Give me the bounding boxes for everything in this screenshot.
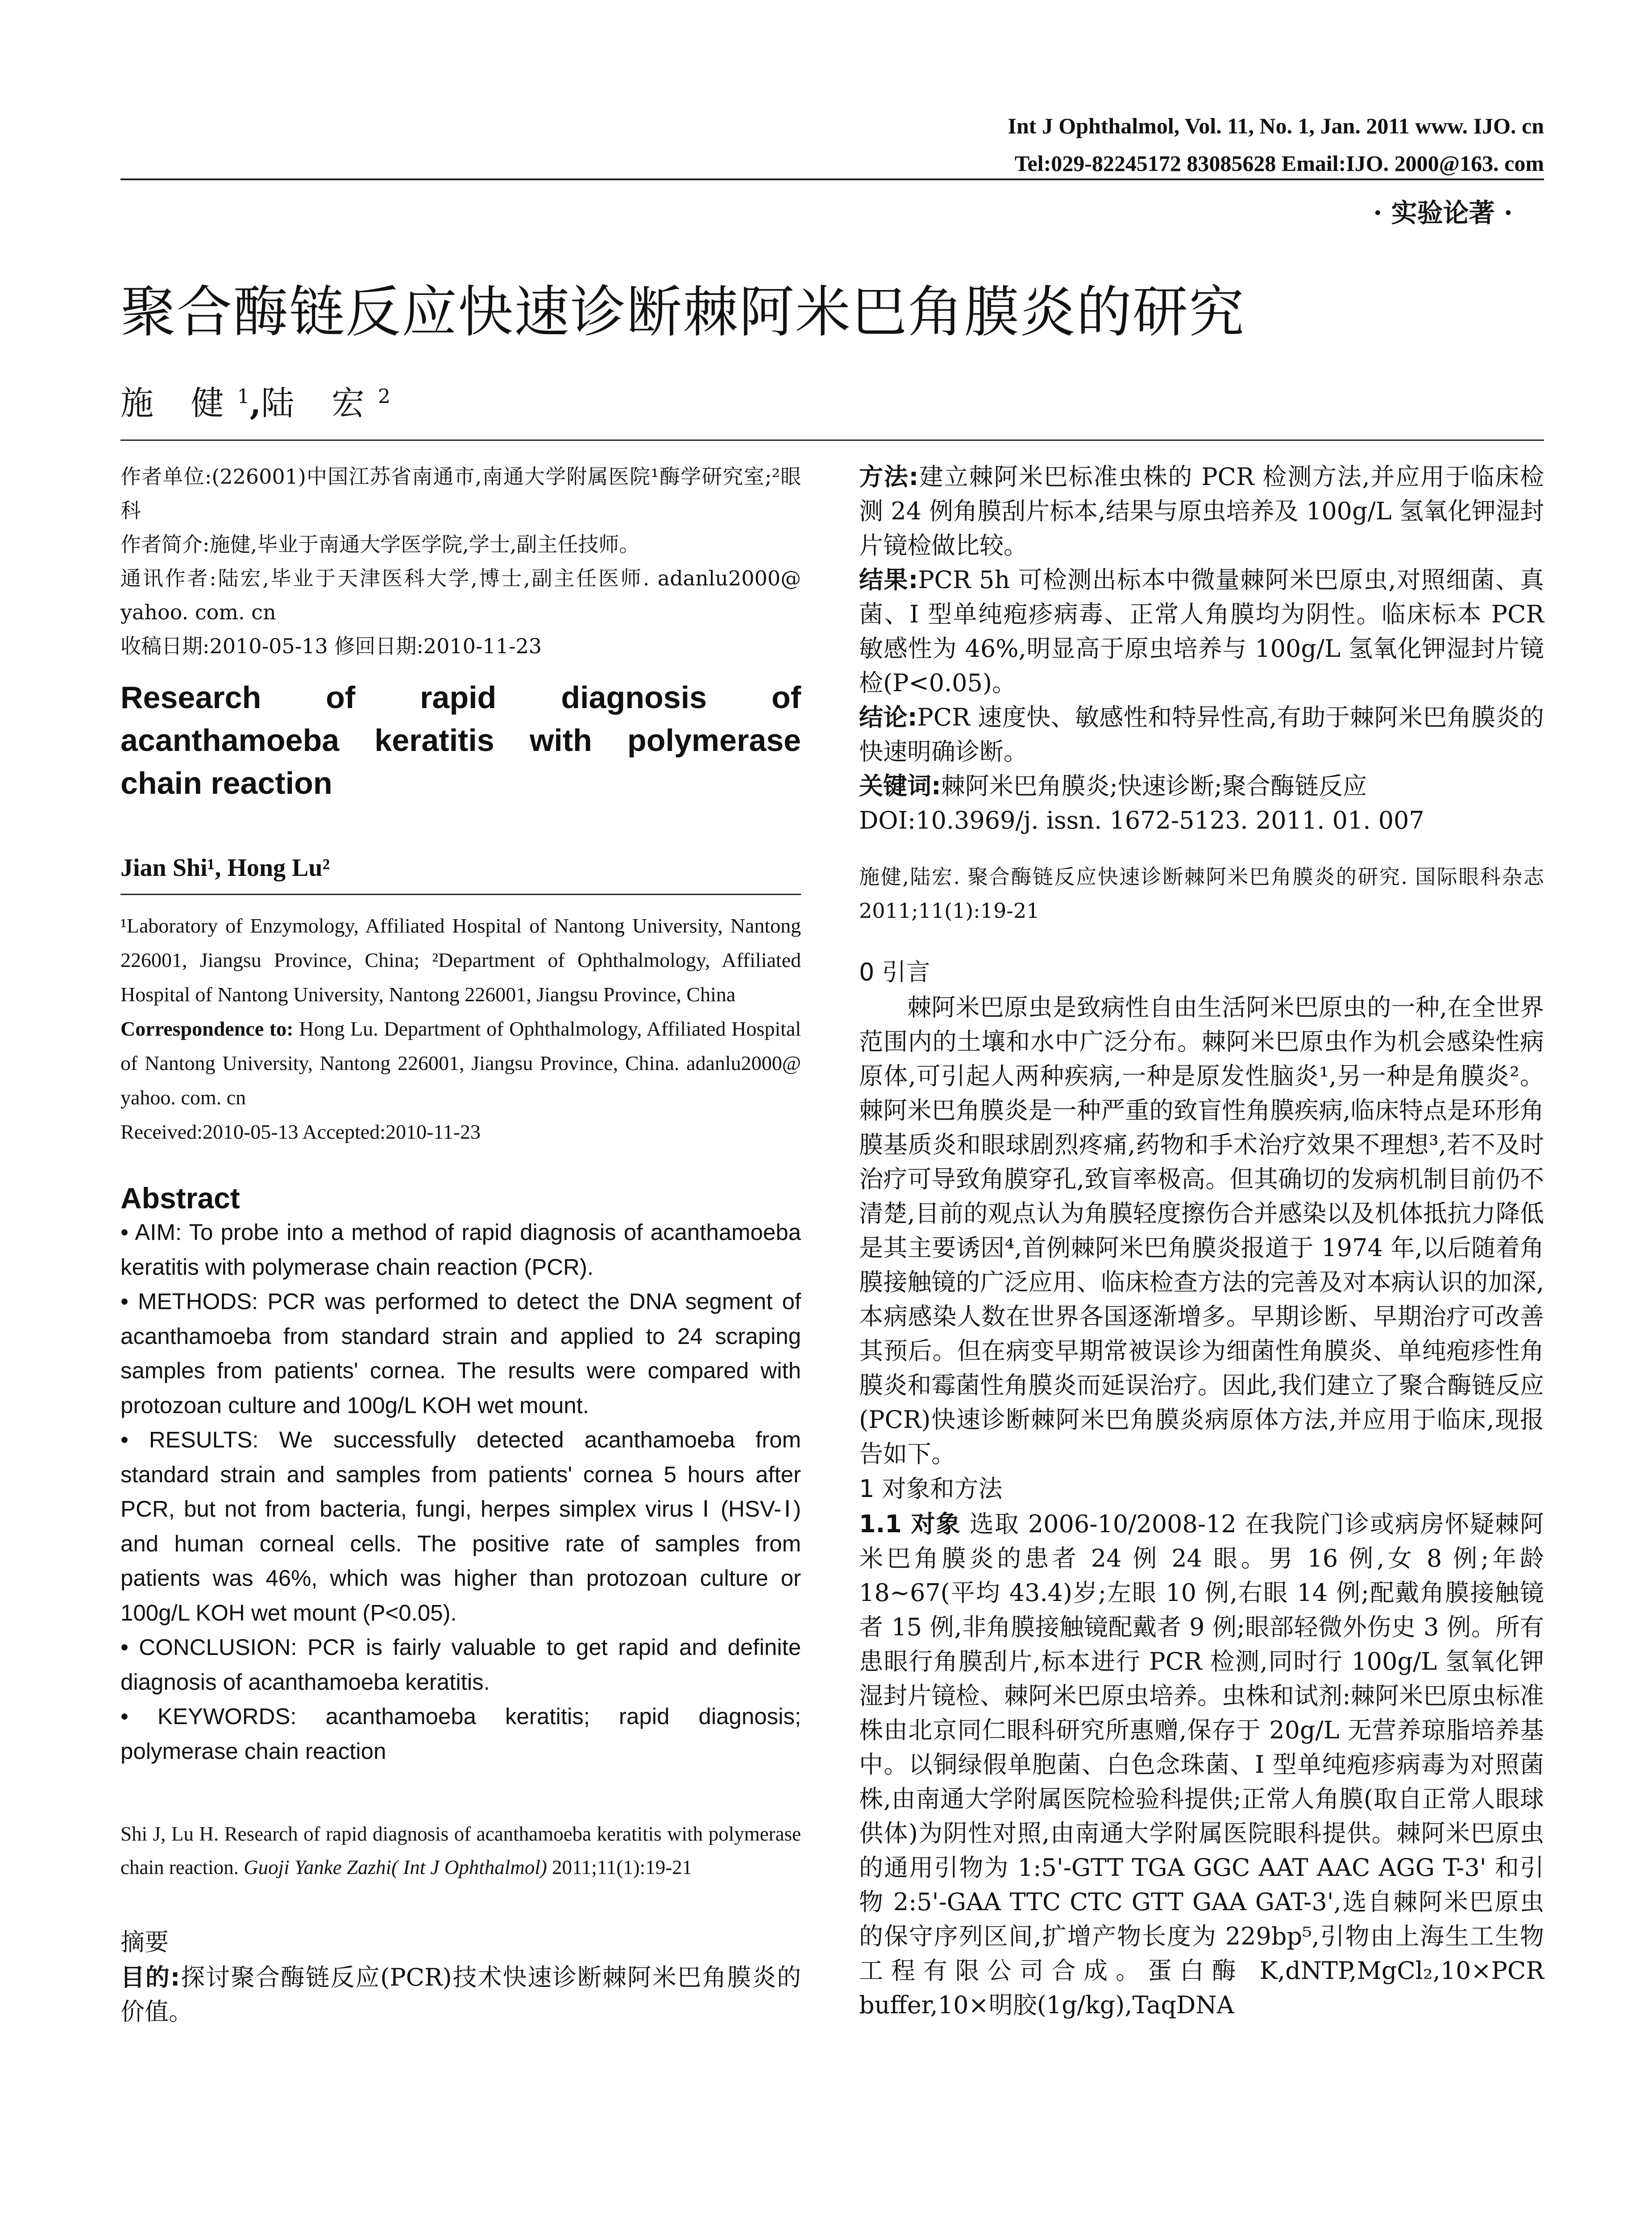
keywords-text: 棘阿米巴角膜炎;快速诊断;聚合酶链反应 [941, 772, 1367, 800]
citation-cn: 施健,陆宏. 聚合酶链反应快速诊断棘阿米巴角膜炎的研究. 国际眼科杂志 2011;11(1):19-21 [859, 865, 1544, 923]
authors-cn [120, 377, 390, 424]
results-label: 结果: [859, 566, 918, 594]
methods-text: 建立棘阿米巴标准虫株的 PCR 检测方法,并应用于临床检测 24 例角膜刮片标本,结果与原虫培养及 100g/L 氢氧化钾湿封片镜检做比较。 [859, 463, 1544, 560]
conclusion-text: PCR 速度快、敏感性和特异性高,有助于棘阿米巴角膜炎的快速明确诊断。 [859, 703, 1544, 766]
journal-citation-line: Int J Ophthalmol, Vol. 11, No. 1, Jan. 2011 www. IJO. cn [1008, 113, 1544, 138]
abstract-results: • RESULTS: We successfully detected acanthamoeba from standard strain and samples from patients' cornea 5 hours after PCR, but not from bacteria, fungi, herpes simplex virus Ⅰ (HSV-Ⅰ) and human corneal cells. The positive rate of samples from patients was 46%, which was higher than protozoan culture or 100g/L KOH wet mount (P<0.05). [120, 1427, 801, 1626]
citation-en-post: 2011;11(1):19-21 [547, 1856, 693, 1879]
author-2: 陆 宏 [261, 384, 378, 423]
conclusion-label: 结论: [859, 703, 917, 731]
author-2-sup: 2 [378, 385, 390, 408]
methods-label: 方法: [859, 463, 919, 491]
aim-label: 目的: [120, 1963, 180, 1991]
doi: DOI:10.3969/j. issn. 1672-5123. 2011. 01. 007 [859, 806, 1424, 834]
intro-text: 棘阿米巴原虫是致病性自由生活阿米巴原虫的一种,在全世界范围内的土壤和水中广泛分布。棘阿米巴原虫作为机会感染性病原体,可引起人两种疾病,一种是原发性脑炎¹,另一种是角膜炎²。棘阿米巴角膜炎是一种严重的致盲性角膜疾病,临床特点是环形角膜基质炎和眼球剧烈疼痛,药物和手术治疗效果不理想³,若不及时治疗可导致角膜穿孔,致盲率极高。但其确切的发病机制目前仍不清楚,目前的观点认为角膜轻度擦伤合并感染以及机体抵抗力降低是其主要诱因⁴,首例棘阿米巴角膜炎报道于 1974 年,以后随着角膜接触镜的广泛应用、临床检查方法的完善及对本病认识的加深,本病感染人数在世界各国逐渐增多。早期诊断、早期治疗可改善其预后。但在病变早期常被误诊为细菌性角膜炎、单纯疱疹性角膜炎和霉菌性角膜炎而延误治疗。因此,我们建立了聚合酶链反应(PCR)快速诊断棘阿米巴角膜炎病原体方法,并应用于临床,现报告如下。 [859, 993, 1544, 1468]
abstract-methods: • METHODS: PCR was performed to detect the DNA segment of acanthamoeba from standard strain and applied to 24 scraping samples from patients' cornea. The results were compared with protozoan culture and 100g/L KOH wet mount. [120, 1289, 801, 1418]
abstract-aim: • AIM: To probe into a method of rapid diagnosis of acanthamoeba keratitis with polymerase chain reaction (PCR). [120, 1219, 801, 1280]
author-1: 施 健 [120, 384, 237, 423]
journal-header [870, 107, 1544, 182]
abstract-cn-aim [120, 1960, 801, 2029]
intro-heading: 0 引言 [859, 958, 930, 986]
right-column [859, 460, 1544, 2022]
journal-contact-line: Tel:029-82245172 83085628 Email:IJO. 2000@163. com [1014, 151, 1544, 176]
author-bio-cn: 作者简介:施健,毕业于南通大学医学院,学士,副主任技师。 [120, 532, 640, 556]
abstract-cn-keywords [859, 769, 1544, 803]
abstract-cn-methods [859, 460, 1544, 563]
correspondence-text: Hong Lu. Department of Ophthalmology, Affiliated Hospital of Nantong University, Nantong 226001, Jiangsu Province, China. adanlu2000@ yahoo. com. cn [120, 1017, 801, 1109]
abstract-cn-results [859, 563, 1544, 700]
subjects-label: 1.1 对象 [859, 1510, 961, 1538]
title-cn: 聚合酶链反应快速诊断棘阿米巴角膜炎的研究 [120, 280, 1245, 344]
dates-cn: 收稿日期:2010-05-13 修回日期:2010-11-23 [120, 634, 542, 658]
affiliation-rule [120, 894, 801, 895]
section-rule [120, 440, 1544, 441]
citation-en-journal: Guoji Yanke Zazhi( Int J Ophthalmol) [244, 1856, 547, 1879]
author-sep: , [249, 384, 261, 423]
abstract-cn-conclusion [859, 700, 1544, 769]
column-tag: · 实验论著 · [1373, 198, 1513, 228]
abstract-cn-heading: 摘要 [120, 1928, 169, 1956]
abstract-heading: Abstract [120, 1182, 240, 1215]
received-accepted-en: Received:2010-05-13 Accepted:2010-11-23 [120, 1120, 481, 1143]
correspondence-en [120, 1012, 801, 1115]
correspondence-cn: 通讯作者:陆宏,毕业于天津医科大学,博士,副主任医师. adanlu2000@ yahoo. com. cn [120, 566, 801, 624]
citation-en [120, 1817, 801, 1884]
author-affiliation-cn: 作者单位:(226001)中国江苏省南通市,南通大学附属医院¹酶学研究室;²眼科 [120, 464, 801, 523]
abstract-keywords: • KEYWORDS: acanthamoeba keratitis; rapid diagnosis; polymerase chain reaction [120, 1704, 801, 1764]
header-rule [120, 178, 1544, 180]
abstract-conclusion: • CONCLUSION: PCR is fairly valuable to get rapid and definite diagnosis of acanthamoeba keratitis. [120, 1634, 801, 1695]
title-en: Research of rapid diagnosis of acanthamoeba keratitis with polymerase chain reaction [120, 680, 801, 800]
author-1-sup: 1 [237, 385, 250, 408]
affiliation-en: ¹Laboratory of Enzymology, Affiliated Hospital of Nantong University, Nantong 226001, Jiangsu Province, China; ²Department of Ophthalmology, Affiliated Hospital of Nantong University, Nantong 226001, Jiangsu Province, China [120, 914, 801, 1006]
authors-en: Jian Shi¹, Hong Lu² [120, 854, 330, 882]
methods-heading: 1 对象和方法 [859, 1475, 1003, 1503]
subjects-text: 选取 2006-10/2008-12 在我院门诊或病房怀疑棘阿米巴角膜炎的患者 24 例 24 眼。男 16 例,女 8 例;年龄 18~67(平均 43.4)岁;左眼 10 例,右眼 14 例;配戴角膜接触镜者 15 例,非角膜接触镜配戴者 9 例;眼部轻微外伤史 3 例。所有患眼行角膜刮片,标本进行 PCR 检测,同时行 100g/L 氢氧化钾湿封片镜检、棘阿米巴原虫培养。虫株和试剂:棘阿米巴原虫标准株由北京同仁眼科研究所惠赠,保存于 20g/L 无营养琼脂培养基中。以铜绿假单胞菌、白色念珠菌、I 型单纯疱疹病毒为对照菌株,由南通大学附属医院检验科提供;正常人角膜(取自正常人眼球供体)为阴性对照,由南通大学附属医院眼科提供。棘阿米巴原虫的通用引物为 1:5'-GTT TGA GGC AAT AAC AGG T-3' 和引物 2:5'-GAA TTC CTC GTT GAA GAT-3',选自棘阿米巴原虫的保守序列区间,扩增产物长度为 229bp⁵,引物由上海生工生物工程有限公司合成。蛋白酶 K,dNTP,MgCl₂,10×PCR buffer,10×明胶(1g/kg),TaqDNA [859, 1510, 1544, 2019]
correspondence-label: Correspondence to: [120, 1017, 294, 1040]
citation-en-pre: Shi J, Lu H. Research of rapid diagnosis of acanthamoeba keratitis with polymerase chain reaction. [120, 1823, 801, 1879]
methods-subjects [859, 1507, 1544, 2022]
aim-text: 探讨聚合酶链反应(PCR)技术快速诊断棘阿米巴角膜炎的价值。 [120, 1963, 801, 2026]
meta-cn-block [120, 460, 801, 658]
keywords-label: 关键词: [859, 772, 941, 800]
left-column [120, 460, 801, 2029]
results-text: PCR 5h 可检测出标本中微量棘阿米巴原虫,对照细菌、真菌、I 型单纯疱疹病毒、正常人角膜均为阴性。临床标本 PCR 敏感性为 46%,明显高于原虫培养与 100g/L 氢氧化钾湿封片镜检(P<0.05)。 [859, 566, 1544, 697]
